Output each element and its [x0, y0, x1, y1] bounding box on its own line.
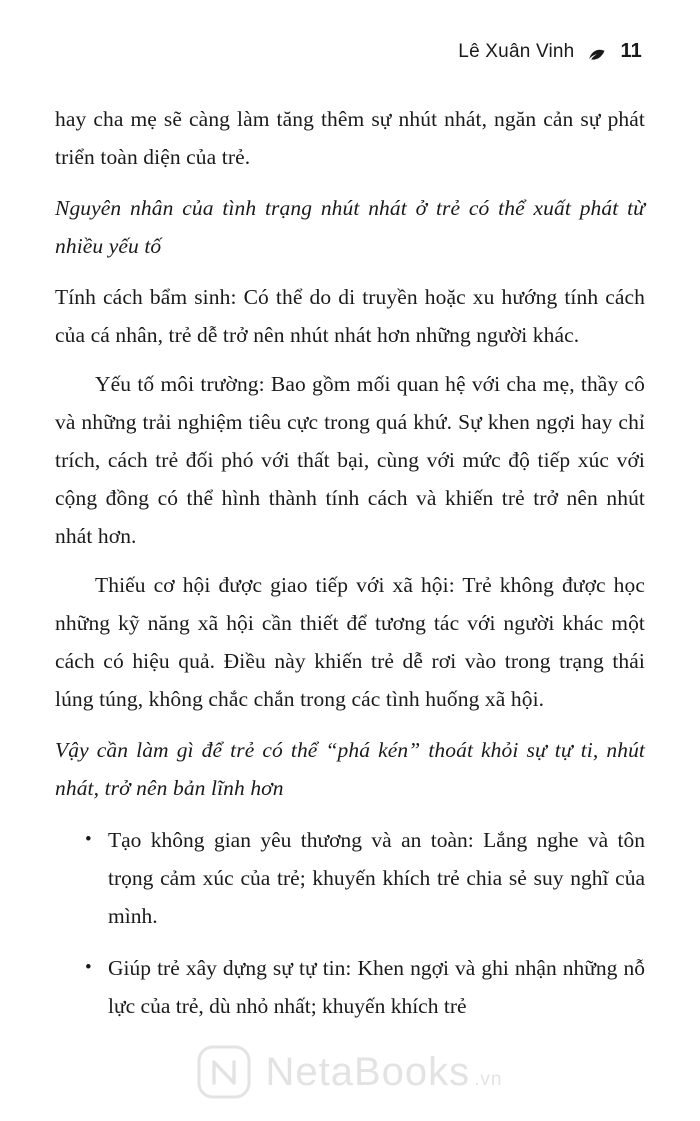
- watermark: [0, 1045, 700, 1099]
- run-in-rest: Có thể do di truyền hoặc xu hướng tính cách của cá nhân, trẻ dễ trở nên nhút nhát hơn những người khác.: [55, 285, 645, 347]
- subheading-solutions: Vậy cần làm gì để trẻ có thể “phá kén” thoát khỏi sự tự ti, nhút nhát, trở nên bản lĩnh hơn: [55, 738, 645, 800]
- watermark-text: [265, 1050, 502, 1095]
- page-content: [55, 100, 645, 1039]
- paragraph-innate-traits: [55, 278, 645, 354]
- run-in-lead: Tính cách bẩm sinh:: [55, 285, 237, 309]
- running-head-author: Lê Xuân Vinh: [458, 40, 575, 62]
- subheading-causes: Nguyên nhân của tình trạng nhút nhát ở trẻ có thể xuất phát từ nhiều yếu tố: [55, 196, 645, 258]
- paragraph-environment: Yếu tố môi trường: Bao gồm mối quan hệ với cha mẹ, thầy cô và những trải nghiệm tiêu cực trong quá khứ. Sự khen ngợi hay chỉ trích, cách trẻ đối phó với thất bại, cùng với mức độ tiếp xúc với cộng đồng có thể hình thành tính cách và khiến trẻ trở nên nhút nhát hơn.: [55, 372, 645, 548]
- list-item: • Giúp trẻ xây dựng sự tự tin: Khen ngợi và ghi nhận những nỗ lực của trẻ, dù nhỏ nhất; khuyến khích trẻ: [55, 949, 645, 1025]
- paragraph-social-opportunity: Thiếu cơ hội được giao tiếp với xã hội: Trẻ không được học những kỹ năng xã hội cần thiết để tương tác với người khác một cách có hiệu quả. Điều này khiến trẻ dễ rơi vào trong trạng thái lúng túng, không chắc chắn trong các tình huống xã hội.: [55, 573, 645, 711]
- running-head: [458, 40, 642, 63]
- bullet-list: [55, 821, 645, 1025]
- list-item: • Tạo không gian yêu thương và an toàn: Lắng nghe và tôn trọng cảm xúc của trẻ; khuyến khích trẻ chia sẻ suy nghĩ của mình.: [55, 821, 645, 935]
- netabooks-logo-icon: [197, 1045, 251, 1099]
- paragraph-continued: hay cha mẹ sẽ càng làm tăng thêm sự nhút nhát, ngăn cản sự phát triển toàn diện của trẻ.: [55, 107, 645, 169]
- leaf-icon: [588, 46, 606, 60]
- page-number: 11: [620, 40, 642, 62]
- watermark-suffix: .vn: [474, 1068, 503, 1090]
- watermark-brand: NetaBooks: [265, 1049, 471, 1094]
